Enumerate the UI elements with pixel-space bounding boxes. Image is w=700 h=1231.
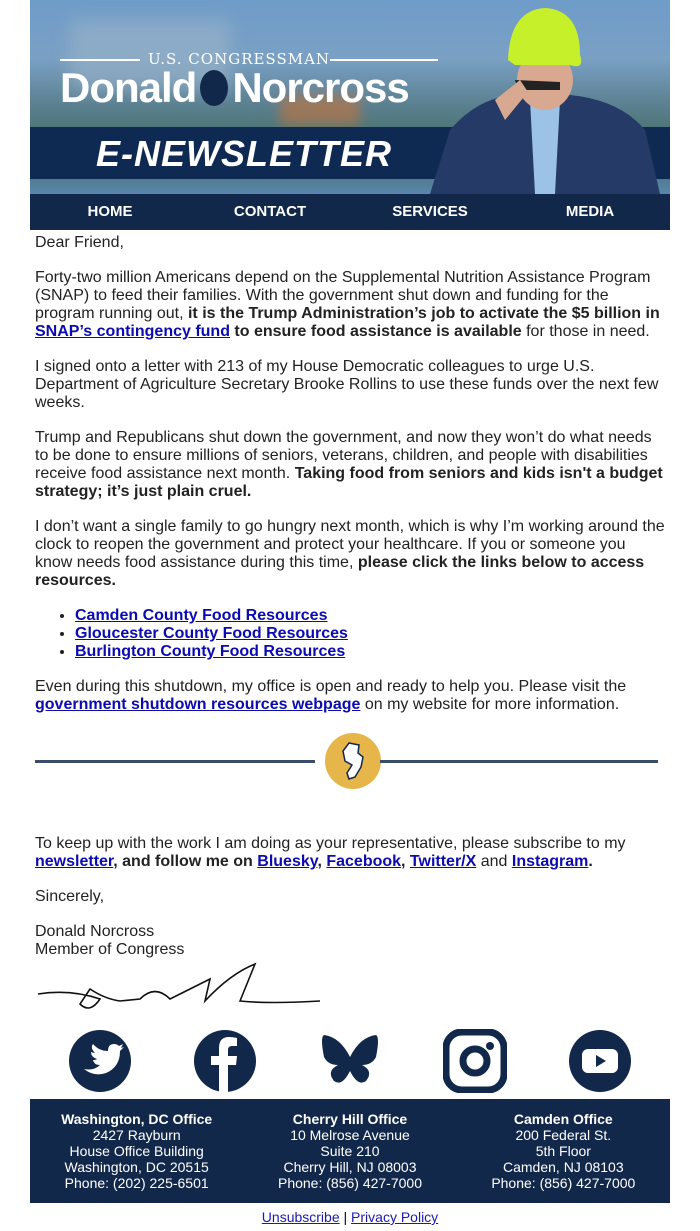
greeting: Dear Friend, bbox=[35, 234, 124, 251]
nav-services[interactable]: SERVICES bbox=[392, 203, 468, 220]
office-footer bbox=[30, 1099, 670, 1203]
facebook-link[interactable]: Facebook bbox=[326, 853, 402, 870]
paragraph-resources: I don’t want a single family to go hungry next month, which is why I’m working around the clock to reopen the government and protect your healthcare. If you or someone you know needs food assistance during this time, please click the links below to access resources. bbox=[35, 518, 665, 589]
closing: Sincerely, bbox=[35, 888, 105, 905]
divider-line bbox=[60, 59, 140, 61]
privacy-policy-link[interactable]: Privacy Policy bbox=[351, 1209, 439, 1225]
office-cherry-hill: Cherry Hill Office 10 Melrose Avenue Suite 210 Cherry Hill, NJ 08003 Phone: (856) 427-7000 bbox=[277, 1111, 422, 1191]
resource-list bbox=[35, 607, 665, 661]
camden-resources-link[interactable]: Camden County Food Resources bbox=[75, 607, 328, 624]
bluesky-link[interactable]: Bluesky bbox=[257, 853, 318, 870]
paragraph-office: Even during this shutdown, my office is open and ready to help you. Please visit the government shutdown resources webpage on my website for more information. bbox=[35, 678, 627, 713]
instagram-link[interactable]: Instagram bbox=[511, 853, 589, 870]
office-camden: Camden Office 200 Federal St. 5th Floor Camden, NJ 08103 Phone: (856) 427-7000 bbox=[491, 1111, 636, 1191]
list-item bbox=[75, 643, 665, 661]
header-banner bbox=[30, 0, 670, 194]
instagram-icon[interactable] bbox=[443, 1029, 507, 1093]
paragraph-snap: Forty-two million Americans depend on the Supplemental Nutrition Assistance Program (SNAP) to feed their families. With the government shut down and funding for the program running out, it is the Trump Administration’s job to activate the $5 billion in SNAP’s contingency fund to ensure food assistance is available for those in need. bbox=[35, 269, 660, 340]
nav-home[interactable]: HOME bbox=[87, 203, 133, 220]
bluesky-icon[interactable] bbox=[318, 1029, 382, 1093]
facebook-icon[interactable] bbox=[193, 1029, 257, 1093]
nj-logo-icon bbox=[200, 70, 228, 106]
burlington-resources-link[interactable]: Burlington County Food Resources bbox=[75, 643, 346, 660]
footer-links: Unsubscribe | Privacy Policy bbox=[261, 1209, 439, 1225]
banner-name: Donald Norcross bbox=[60, 64, 409, 111]
enewsletter-band: E-NEWSLETTER bbox=[30, 127, 670, 179]
youtube-icon[interactable] bbox=[568, 1029, 632, 1093]
signature bbox=[30, 959, 670, 1029]
list-item bbox=[75, 607, 665, 625]
social-icons bbox=[30, 1029, 670, 1097]
twitter-link[interactable]: Twitter/X bbox=[409, 853, 477, 870]
office-dc: Washington, DC Office 2427 Rayburn House Office Building Washington, DC 20515 Phone: (202) 225-6501 bbox=[61, 1111, 213, 1191]
congressman-photo bbox=[420, 0, 670, 194]
snap-contingency-link[interactable]: SNAP’s contingency fund bbox=[35, 323, 230, 340]
nj-seal-icon bbox=[325, 733, 381, 789]
signer-block: Donald Norcross Member of Congress bbox=[35, 923, 185, 958]
nav-bar bbox=[30, 194, 670, 230]
paragraph-letter: I signed onto a letter with 213 of my House Democratic colleagues to urge U.S. Department of Agriculture Secretary Brooke Rollins to use these funds over the next few weeks. bbox=[35, 358, 659, 411]
newsletter-link[interactable]: newsletter bbox=[35, 853, 114, 870]
newsletter-body bbox=[30, 234, 670, 959]
paragraph-shutdown: Trump and Republicans shut down the government, and now they won’t do what needs to be done to ensure millions of seniors, veterans, children, and people with disabilities receive food assistance next month. Taking food from seniors and kids isn't a budget strategy; it’s just plain cruel. bbox=[35, 429, 663, 500]
nav-media[interactable]: MEDIA bbox=[565, 203, 615, 220]
list-item bbox=[75, 625, 665, 643]
unsubscribe-link[interactable]: Unsubscribe bbox=[261, 1209, 340, 1225]
gloucester-resources-link[interactable]: Gloucester County Food Resources bbox=[75, 625, 348, 642]
nav-contact[interactable]: CONTACT bbox=[233, 203, 307, 220]
twitter-icon[interactable] bbox=[68, 1029, 132, 1093]
section-divider bbox=[35, 731, 665, 791]
paragraph-follow: To keep up with the work I am doing as your representative, please subscribe to my newsletter, and follow me on Bluesky, Facebook, Twitter/X and Instagram. bbox=[35, 835, 626, 870]
congressman-label: U.S. CONGRESSMAN bbox=[148, 50, 331, 68]
shutdown-resources-link[interactable]: government shutdown resources webpage bbox=[35, 696, 361, 713]
